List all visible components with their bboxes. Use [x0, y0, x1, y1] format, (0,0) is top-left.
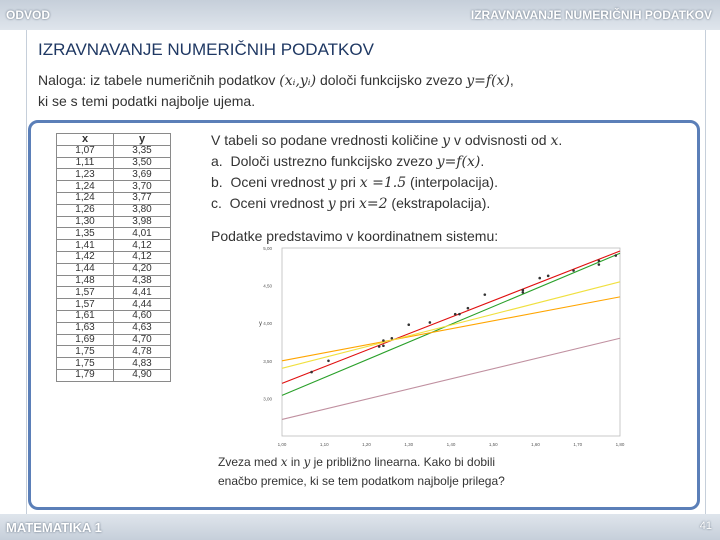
- x-tick-label: 1,60: [531, 442, 540, 447]
- table-row: [57, 369, 171, 381]
- header-right-label: IZRAVNAVANJE NUMERIČNIH PODATKOV: [470, 8, 712, 22]
- data-point: [454, 313, 457, 316]
- item-a-end: .: [480, 153, 485, 169]
- table-cell-x: 1,24: [57, 181, 114, 193]
- table-cell-x: 1,75: [57, 358, 114, 370]
- task-pair: (xᵢ,yᵢ): [279, 73, 317, 89]
- x-tick-label: 1,50: [488, 442, 498, 447]
- data-point: [572, 269, 575, 272]
- data-point: [391, 337, 394, 340]
- data-point: [310, 371, 313, 374]
- table-cell-y: 3,35: [114, 145, 171, 157]
- table-row: [57, 275, 171, 287]
- table-row: [57, 263, 171, 275]
- table-row: [57, 346, 171, 358]
- table-row: [57, 240, 171, 252]
- table-row: [57, 358, 171, 370]
- item-a-label: a.: [211, 153, 223, 169]
- table-cell-y: 4,38: [114, 275, 171, 287]
- y-tick-label: 4,00: [263, 321, 272, 327]
- item-b-text: Oceni vrednost: [230, 174, 329, 190]
- header-left-label: ODVOD: [6, 8, 51, 22]
- conclusion-line2: enačbo premice, ki se tem podatkom najbolje prilega?: [218, 474, 505, 488]
- intro-y: y: [442, 133, 451, 149]
- y-axis-label: y: [259, 321, 262, 328]
- task-line2: ki se s temi podatki najbolje ujema.: [38, 93, 256, 109]
- x-tick-label: 1,30: [404, 442, 414, 447]
- task-function: y=f(x): [466, 73, 510, 89]
- instructions-intro: [211, 130, 562, 151]
- x-tick-label: 1,10: [319, 442, 329, 447]
- table-cell-x: 1,48: [57, 275, 114, 287]
- table-body: [57, 145, 171, 381]
- table-cell-x: 1,11: [57, 157, 114, 169]
- page-number: 41: [699, 520, 712, 532]
- item-c-label: c.: [211, 195, 222, 211]
- table-row: [57, 334, 171, 346]
- table-cell-y: 4,83: [114, 358, 171, 370]
- table-cell-x: 1,41: [57, 240, 114, 252]
- table-cell-y: 4,20: [114, 263, 171, 275]
- intro-text-a: V tabeli so podane vrednosti količine: [211, 132, 443, 148]
- data-point: [382, 339, 385, 342]
- conclusion-text: [218, 453, 505, 491]
- data-point: [467, 307, 470, 310]
- x-tick-label: 1,80: [615, 442, 625, 447]
- data-point: [429, 321, 432, 324]
- table-cell-x: 1,24: [57, 192, 114, 204]
- table-cell-x: 1,61: [57, 310, 114, 322]
- table-row: [57, 322, 171, 334]
- item-c-end: (ekstrapolacija).: [387, 195, 491, 211]
- item-b-label: b.: [211, 174, 223, 190]
- table-cell-y: 3,70: [114, 181, 171, 193]
- conclusion-b: in: [287, 455, 304, 469]
- table-row: [57, 299, 171, 311]
- item-b-end: (interpolacija).: [406, 174, 498, 190]
- conclusion-y: y: [303, 455, 311, 469]
- table-row: [57, 204, 171, 216]
- data-point: [484, 293, 487, 296]
- x-tick-label: 1,70: [573, 442, 583, 447]
- task-prefix: Naloga: iz tabele numeričnih podatkov: [38, 72, 280, 88]
- table-cell-y: 3,80: [114, 204, 171, 216]
- data-point: [522, 289, 525, 292]
- instruction-c: [211, 193, 562, 214]
- table-cell-x: 1,42: [57, 251, 114, 263]
- table-cell-y: 4,70: [114, 334, 171, 346]
- data-point: [407, 323, 410, 326]
- footer-course-label: MATEMATIKA 1: [6, 520, 102, 535]
- data-point: [458, 313, 461, 316]
- data-point: [614, 254, 617, 257]
- table-cell-x: 1,79: [57, 369, 114, 381]
- x-tick-label: 1,00: [277, 442, 287, 447]
- intro-text-b: v odvisnosti od: [450, 132, 551, 148]
- table-cell-x: 1,75: [57, 346, 114, 358]
- task-middle: določi funkcijsko zvezo: [316, 72, 467, 88]
- data-point: [327, 360, 330, 363]
- table-cell-y: 4,12: [114, 251, 171, 263]
- data-point: [547, 275, 550, 278]
- intro-x: x: [550, 133, 559, 149]
- table-cell-x: 1,57: [57, 299, 114, 311]
- table-row: [57, 169, 171, 181]
- table-cell-y: 4,60: [114, 310, 171, 322]
- item-c-y: y: [327, 196, 336, 212]
- table-header-x: x: [57, 134, 114, 146]
- x-tick-label: 1,20: [362, 442, 371, 447]
- item-c-eq: x=2: [359, 196, 388, 212]
- table-cell-x: 1,63: [57, 322, 114, 334]
- y-tick-label: 5,00: [263, 246, 272, 251]
- table-cell-y: 4,01: [114, 228, 171, 240]
- table-row: [57, 157, 171, 169]
- table-cell-x: 1,57: [57, 287, 114, 299]
- data-table: [56, 133, 171, 382]
- table-row: [57, 287, 171, 299]
- conclusion-x: x: [280, 455, 288, 469]
- footer-bar: [0, 514, 720, 540]
- y-tick-label: 3,00: [263, 396, 272, 402]
- table-header-y: y: [114, 134, 171, 146]
- table-row: [57, 228, 171, 240]
- data-point: [598, 259, 601, 262]
- data-point: [522, 291, 525, 294]
- data-point: [378, 345, 381, 348]
- table-cell-x: 1,07: [57, 145, 114, 157]
- table-cell-x: 1,35: [57, 228, 114, 240]
- table-cell-y: 3,98: [114, 216, 171, 228]
- table-row: [57, 192, 171, 204]
- table-cell-y: 4,90: [114, 369, 171, 381]
- y-tick-label: 3,50: [263, 358, 272, 364]
- header-bar: [0, 0, 720, 30]
- item-b-eq: x =1.5: [359, 175, 407, 191]
- conclusion-c: je približno linearna. Kako bi dobili: [310, 455, 496, 469]
- table-cell-y: 4,63: [114, 322, 171, 334]
- table-cell-y: 3,69: [114, 169, 171, 181]
- table-row: [57, 181, 171, 193]
- table-row: [57, 145, 171, 157]
- table-cell-y: 3,50: [114, 157, 171, 169]
- scatter-chart: [252, 244, 632, 449]
- intro-text-c: .: [558, 132, 563, 148]
- task-text: [38, 70, 678, 111]
- table-cell-y: 3,77: [114, 192, 171, 204]
- data-point: [598, 263, 601, 266]
- instruction-a: [211, 151, 562, 172]
- table-cell-x: 1,69: [57, 334, 114, 346]
- table-cell-x: 1,23: [57, 169, 114, 181]
- item-b-mid: pri: [336, 174, 360, 190]
- item-a-func: y=f(x): [436, 154, 481, 170]
- table-row: [57, 310, 171, 322]
- table-cell-y: 4,12: [114, 240, 171, 252]
- table-cell-x: 1,44: [57, 263, 114, 275]
- item-c-text: Oceni vrednost: [229, 195, 328, 211]
- y-tick-label: 4,50: [263, 283, 272, 289]
- instructions: [211, 130, 562, 214]
- item-a-text: Določi ustrezno funkcijsko zvezo: [230, 153, 437, 169]
- table-cell-x: 1,26: [57, 204, 114, 216]
- table-cell-y: 4,78: [114, 346, 171, 358]
- conclusion-a: Zveza med: [218, 455, 281, 469]
- task-suffix: ,: [509, 72, 514, 88]
- table-row: [57, 216, 171, 228]
- table-cell-y: 4,44: [114, 299, 171, 311]
- item-c-mid: pri: [335, 195, 359, 211]
- data-point: [382, 344, 385, 347]
- table-row: [57, 251, 171, 263]
- item-b-y: y: [328, 175, 337, 191]
- table-cell-y: 4,41: [114, 287, 171, 299]
- slide-title: IZRAVNAVANJE NUMERIČNIH PODATKOV: [38, 40, 374, 59]
- table-cell-x: 1,30: [57, 216, 114, 228]
- chart-intro: Podatke predstavimo v koordinatnem sistemu:: [211, 228, 499, 244]
- x-tick-label: 1,40: [446, 442, 456, 447]
- data-point: [538, 277, 541, 280]
- instruction-b: [211, 172, 562, 193]
